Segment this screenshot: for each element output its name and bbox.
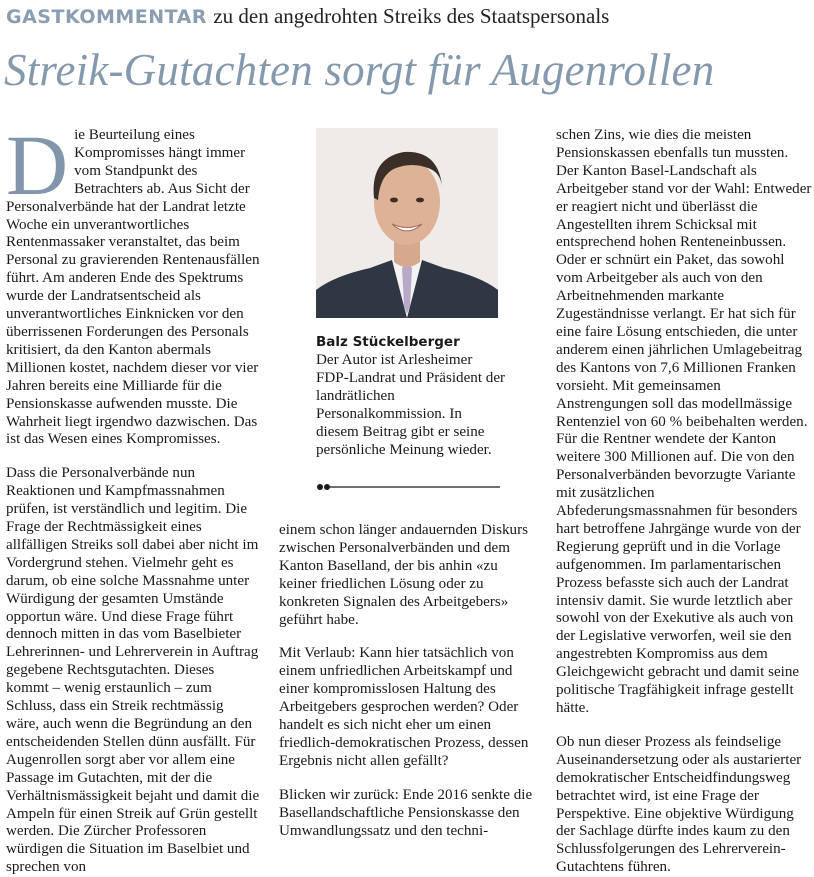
article-column-2: [279, 522, 534, 841]
article-paragraph-text: ie Beurteilung eines Kompromisses hängt immer vom Standpunkt des Betrachters ab. Aus Sicht der Personalverbände hat der Landrat letzte Woche ein unverantwortliches Rentenmassaker veranstaltet, das beim Personal zu gravierenden Rentenausfällen führt. Am anderen Ende des Spektrums wurde der Landratsentscheid als unverantwortliches Einknicken vor den überrissenen Forderungen des Personals kritisiert, da den Kanton abermals Millionen kostet, nachdem dieser vor vier Jahren bereits eine Milliarde für die Pensionskasse aufwenden musste. Die Wahrheit liegt irgendwo dazwischen. Das ist das Wesen eines Kompromisses.: [6, 127, 260, 448]
author-photo: [316, 128, 498, 318]
article-column-3: [556, 127, 812, 877]
headline: Streik-Gutachten sorgt für Augenrollen: [4, 45, 715, 95]
author-portrait-image: [316, 128, 498, 318]
author-bio: Der Autor ist Arlesheimer FDP-Landrat und Präsident der landrätlichen Personalkommission. In diesem Beitrag gibt er seine persönliche Meinung wieder.: [316, 352, 506, 458]
article-paragraph: schen Zins, wie dies die meisten Pensionskassen ebenfalls tun mussten. Der Kanton Basel-Landschaft als Arbeitgeber stand vor der Wahl: Entweder er reagiert nicht und überlässt die Angestellten ihrem Schicksal mit entsprechend hohen Renteneinbussen. Oder er schnürt ein Paket, das sowohl vom Arbeitgeber als auch von den Arbeitnehmenden markante Zugeständnisse verlangt. Er hat sich für eine faire Lösung entschieden, die unter anderem einen jährlichen Umlagebeitrag des Kantons von 7,6 Millionen Franken vorsieht. Mit gemeinsamen Anstrengungen soll das modellmässige Rentenziel von 60 % beibehalten werden. Für die Rentner wendete der Kanton weitere 300 Millionen auf. Die von den Personalverbänden bevorzugte Variante mit zusätzlichen Abfederungsmassnahmen für besonders hart betroffene Jahrgänge wurde von der Regierung geprüft und in die Vorlage aufgenommen. Im parlamentarischen Prozess befasste sich auch der Landrat intensiv damit. Sie wurde letztlich aber sowohl von der Exekutive als auch von der Legislative verworfen, weil sie den angestrebten Kompromiss aus dem Gleichgewicht gebracht und damit seine politische Tragfähigkeit infrage gestellt hätte.: [556, 127, 812, 716]
article-paragraph: Ob nun dieser Prozess als feindselige Auseinandersetzung oder als austarierter demokratischer Entscheidfindungsweg betrachtet wird, ist eine Frage der Perspektive. Eine objektive Würdigung der Sachlage dürfte indes kaum zu den Schlussfolgerungen des Lehrerverein-Gutachtens führen.: [556, 733, 802, 876]
article-paragraph: Blicken wir zurück: Ende 2016 senkte die Basellandschaftliche Pensionskasse den Umwandlungssatz und den techni-: [279, 786, 533, 839]
kicker-topic: zu den angedrohten Streiks des Staatspersonals: [213, 4, 610, 28]
divider-ornament: [316, 481, 500, 493]
author-name: Balz Stückelberger: [316, 334, 460, 350]
article-paragraph: Dass die Personalverbände nun Reaktionen und Kampfmassnahmen prüfen, ist verständlich und legitim. Die Frage der Rechtmässigkeit eines allfälligen Streiks soll dabei aber nicht im Vordergrund stehen. Vielmehr geht es darum, ob eine solche Massnahme unter Würdigung der gesamten Umstände opportun wäre. Und diese Frage führt dennoch mitten in das vom Baselbieter Lehrerinnen- und Lehrerverein in Auftrag gegebene Rechtsgutachten. Dieses kommt – wenig erstaunlich – zum Schluss, dass ein Streik rechtmässig wäre, auch wenn die Begründung an den entscheidenden Stellen dünn ausfällt. Für Augenrollen sorgt aber vor allem eine Passage im Gutachten, mit der die Verhältnismässigkeit bejaht und damit die Ampeln für einen Streik auf Grün gestellt werden. Die Zürcher Professoren würdigen die Situation im Baselbiet und sprechen von: [6, 465, 260, 876]
article-paragraph: einem schon länger andauernden Diskurs zwischen Personalverbänden und dem Kanton Baselland, der bis anhin «zu keiner friedlichen Lösung oder zu konkreten Signalen des Arbeitgebers» geführt habe.: [279, 522, 528, 628]
article-column-1: [6, 117, 260, 877]
author-box: [316, 333, 506, 459]
article-paragraph: Mit Verlaub: Kann hier tatsächlich von einem unfriedlichen Arbeitskampf und einer kompromisslosen Haltung des Arbeitgebers gesprochen werden? Oder handelt es sich nicht eher um einen friedlich-demokratischen Prozess, dessen Ergebnis nicht allen gefällt?: [279, 645, 529, 769]
kicker: [6, 4, 609, 29]
drop-cap: D: [6, 117, 69, 213]
kicker-label: GASTKOMMENTAR: [6, 6, 207, 28]
article-paragraph: [6, 117, 260, 449]
